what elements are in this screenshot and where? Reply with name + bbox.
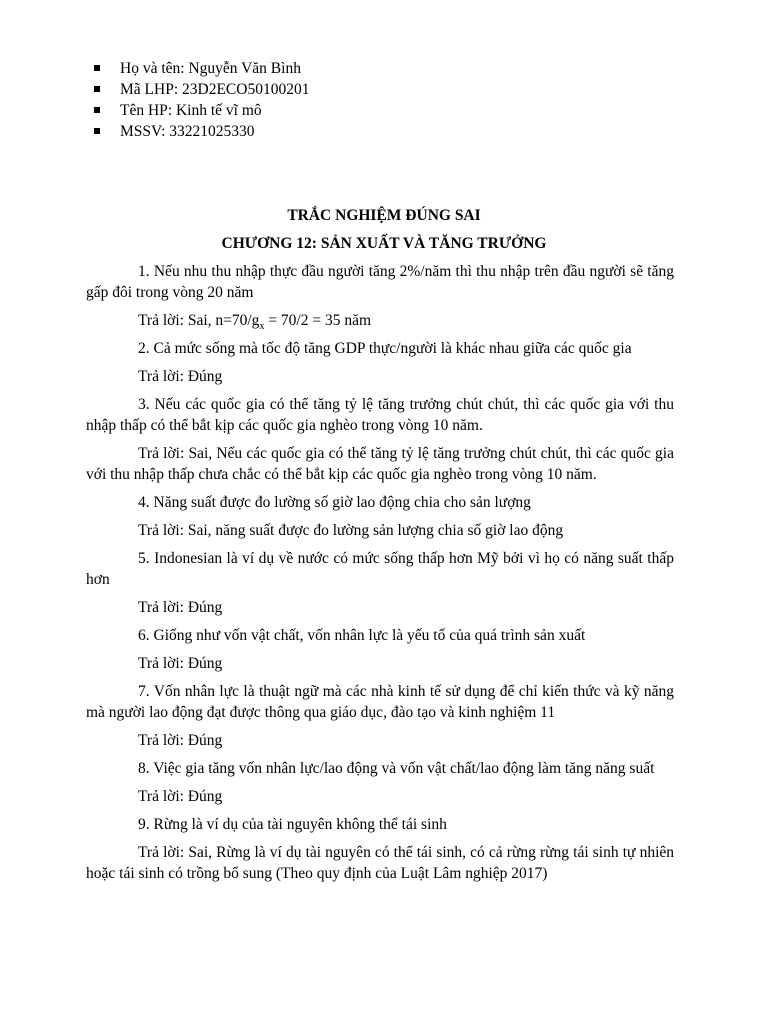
answer-6: Trả lời: Đúng: [138, 655, 223, 672]
student-id-text: MSSV: 33221025330: [120, 123, 255, 140]
bullet-icon: [94, 107, 100, 113]
student-info-list: [94, 58, 694, 142]
answer-7: Trả lời: Đúng: [138, 732, 223, 749]
questions-section: [86, 261, 674, 891]
course-name-text: Tên HP: Kinh tế vĩ mô: [120, 102, 262, 119]
question-9: 9. Rừng là ví dụ của tài nguyên không thể tái sinh: [138, 816, 447, 833]
question-3: 3. Nếu các quốc gia có thể tăng tỷ lệ tăng trưởng chút chút, thì các quốc gia với thu nhập thấp có thể bắt kịp các quốc gia nghèo trong vòng 10 năm.: [86, 396, 674, 434]
question-2: 2. Cả mức sống mà tốc độ tăng GDP thực/người là khác nhau giữa các quốc gia: [138, 340, 632, 357]
answer-4: Trả lời: Sai, năng suất được đo lường sản lượng chia số giờ lao động: [138, 522, 564, 539]
answer-1-prefix: Trả lời: Sai, n=70/g: [138, 312, 260, 329]
bullet-icon: [94, 65, 100, 71]
answer-1-subscript: x: [259, 321, 265, 333]
student-id-item: [94, 121, 694, 142]
bullet-icon: [94, 128, 100, 134]
bullet-icon: [94, 86, 100, 92]
answer-3: Trả lời: Sai, Nếu các quốc gia có thể tăng tỷ lệ tăng trưởng chút chút, thì các quốc gia với thu nhập thấp chưa chắc có thể bắt kịp các quốc gia nghèo trong vòng 10 năm.: [86, 445, 674, 483]
student-name-item: [94, 58, 694, 79]
question-8: 8. Việc gia tăng vốn nhân lực/lao động và vốn vật chất/lao động làm tăng năng suất: [138, 760, 655, 777]
answer-1: [86, 310, 674, 331]
course-name-item: [94, 100, 694, 121]
question-4: 4. Năng suất được đo lường số giờ lao động chia cho sản lượng: [138, 494, 531, 511]
answer-8: Trả lời: Đúng: [138, 788, 223, 805]
question-7: 7. Vốn nhân lực là thuật ngữ mà các nhà kinh tế sử dụng để chỉ kiến thức và kỹ năng mà người lao động đạt được thông qua giáo dục, đào tạo và kinh nghiệm 11: [86, 683, 674, 721]
answer-5: Trả lời: Đúng: [138, 599, 223, 616]
chapter-title: CHƯƠNG 12: SẢN XUẤT VÀ TĂNG TRƯỞNG: [221, 235, 547, 252]
answer-9: Trả lời: Sai, Rừng là ví dụ tài nguyên có thể tái sinh, có cả rừng rừng tái sinh tự nhiên hoặc tái sinh có trồng bổ sung (Theo quy định của Luật Lâm nghiệp 2017): [86, 844, 674, 882]
question-6: 6. Giống như vốn vật chất, vốn nhân lực là yếu tố của quá trình sản xuất: [138, 627, 586, 644]
answer-1-suffix: = 70/2 = 35 năm: [264, 312, 372, 329]
document-title: TRẮC NGHIỆM ĐÚNG SAI: [287, 207, 481, 224]
question-1: 1. Nếu nhu thu nhập thực đầu người tăng 2%/năm thì thu nhập trên đầu người sẽ tăng gấp đôi trong vòng 20 năm: [86, 263, 674, 301]
answer-2: Trả lời: Đúng: [138, 368, 223, 385]
class-code-text: Mã LHP: 23D2ECO50100201: [120, 81, 310, 98]
question-5: 5. Indonesian là ví dụ về nước có mức sống thấp hơn Mỹ bởi vì họ có năng suất thấp hơn: [86, 550, 674, 588]
class-code-item: [94, 79, 694, 100]
student-name-text: Họ và tên: Nguyễn Văn Bình: [120, 60, 301, 77]
